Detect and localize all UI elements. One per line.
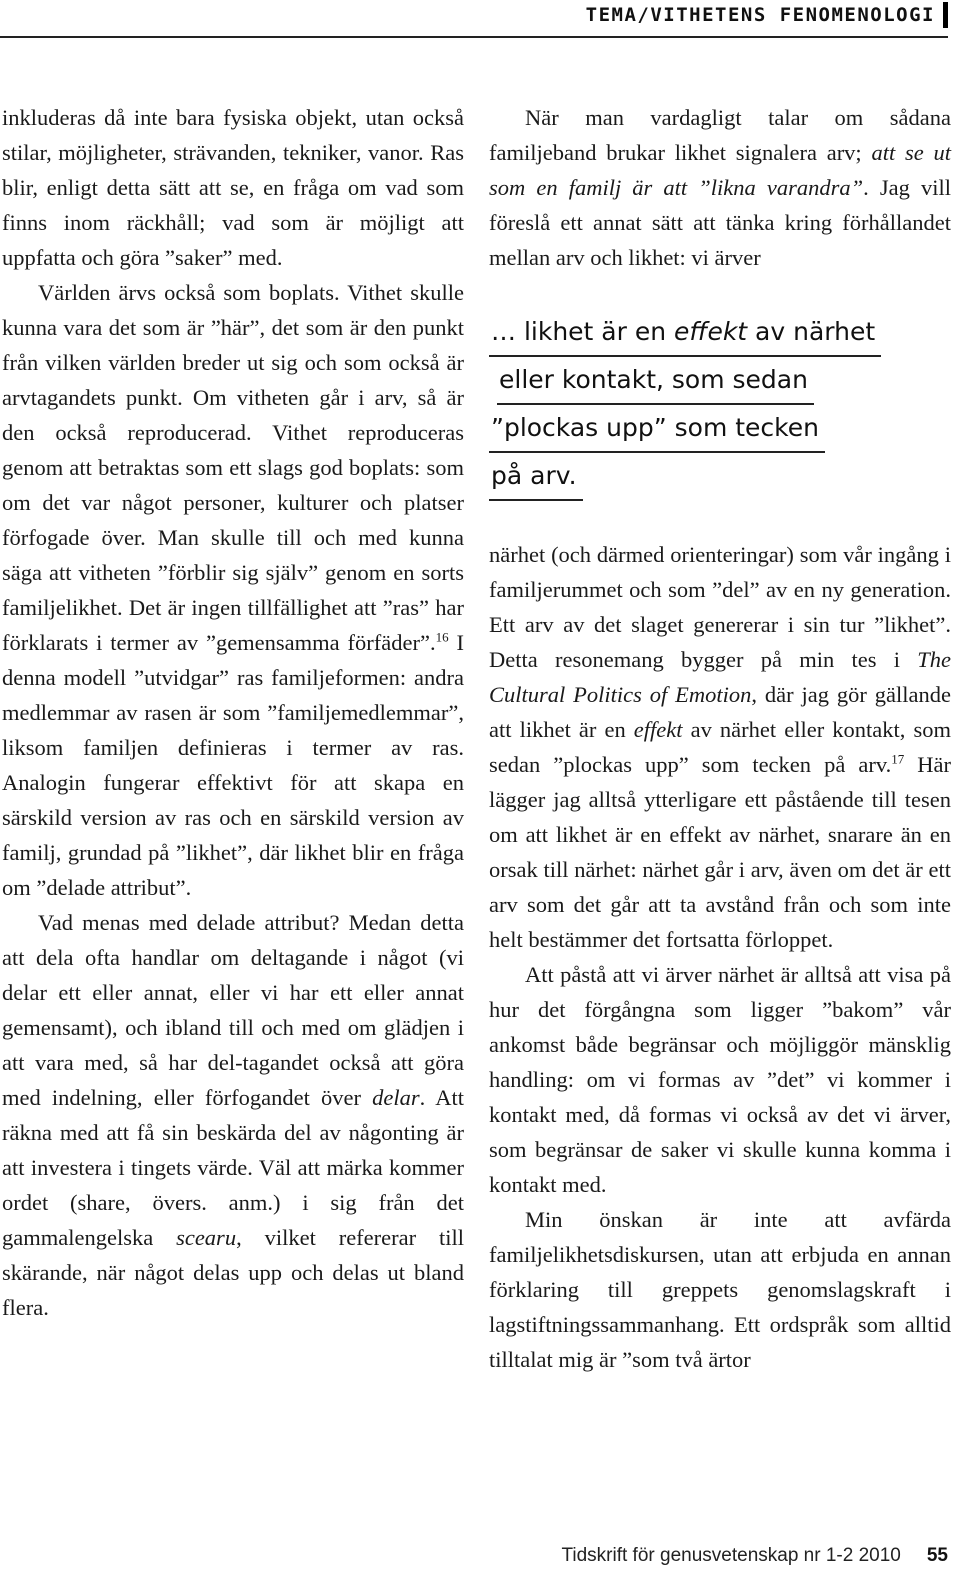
pull-quote-line: ”plockas upp” som tecken [489, 405, 825, 453]
footnote-ref[interactable]: 16 [435, 629, 449, 645]
pull-quote-line: … likhet är en effekt av närhet [489, 309, 881, 357]
paragraph: närhet (och därmed orienteringar) som vår ingång i familjerummet och som ”del” av en ny generation. Ett arv av det slaget genererar i sin tur ”likhet”. Detta resonemang bygger på min tes i The Cultural Politics of Emotion, där jag gör gällande att likhet är en effekt av närhet eller kontakt, som sedan ”plockas upp” som tecken på arv.$^{17}$ Här lägger jag alltså ytterligare ett påstående till tesen om att likhet är en effekt av närhet, snarare än en orsak till närhet: närhet går i arv, även om det är ett arv som det går att ta avstånd från och som inte helt bestämmer det fortsatta förloppet. [489, 542, 952, 952]
paragraph: Vad menas med delade attribut? Medan detta att dela ofta handlar om deltagande i något (vi delar ett eller annat, eller vi har ett eller annat gemensamt), och ibland till och med om glädjen i att vara med, så har del-tagandet också att göra med indelning, eller förfogandet över delar. Att räkna med att få sin beskärda del av någonting är att investera i tingets värde. Väl att märka kommer ordet (share, övers. anm.) i sig från det gammalengelska scearu, vilket refererar till skärande, när något delas upp och delas ut bland flera. [2, 910, 464, 1320]
paragraph: inkluderas då inte bara fysiska objekt, utan också stilar, möjligheter, strävanden, tekniker, vanor. Ras blir, enligt detta sätt att se, en fråga om vad som finns inom räckhåll; vad som är möjligt att uppfatta och göra ”saker” med. [2, 105, 464, 270]
header-bar-decoration [943, 2, 948, 28]
header-divider [0, 36, 948, 38]
running-header [586, 0, 948, 30]
pull-quote [489, 309, 951, 501]
paragraph: När man vardagligt talar om sådana familjeband brukar likhet signalera arv; att se ut som en familj är att ”likna varandra”. Jag vill föreslå ett annat sätt att tänka kring förhållandet mellan arv och likhet: vi ärver [489, 105, 951, 270]
paragraph: Min önskan är inte att avfärda familjelikhetsdiskursen, utan att erbjuda en annan förklaring till greppets genomslagskraft i lagstiftningssammanhang. Ett ordspråk som alltid tilltalat mig är ”som två ärtor [489, 1207, 951, 1372]
paragraph: Världen ärvs också som boplats. Vithet skulle kunna vara det som är ”här”, det som är den punkt från vilken världen breder ut sig och som också är arvtagandets punkt. Om vitheten går i arv, så är den också reproducerad. Vithet reproduceras genom att betraktas som ett slags god boplats: som om det var något personer, kulturer och platser förfogade över. Man skulle till och med kunna säga att vitheten ”förblir sig själv” genom en sorts familjelikhet. Det är ingen tillfällighet att ”ras” har förklarats i termer av ”gemensamma förfäder”.$^{16}$ I denna modell ”utvidgar” ras familjeformen: andra medlemmar av rasen är som ”familjemedlemmar”, liksom familjen definieras i termer av ras. Analogin fungerar effektivt för att skapa en särskild version av ras och en särskild version av familj, grundad på ”likhet”, där likhet blir en fråga om ”delade attribut”. [2, 280, 464, 900]
page-number: 55 [926, 1545, 948, 1566]
left-column [2, 100, 464, 1325]
paragraph: Att påstå att vi ärver närhet är alltså att visa på hur det förgångna som ligger ”bakom” vår ankomst både begränsar och möjliggör mänsklig handling: om vi formas av ”det” vi kommer i kontakt med, då formas vi också av det vi ärver, som begränsar de saker vi skulle kunna komma i kontakt med. [489, 962, 951, 1197]
right-column [489, 100, 951, 1377]
footnote-ref[interactable]: 17 [891, 751, 905, 767]
journal-title: Tidskrift för genusvetenskap nr 1-2 2010 [561, 1545, 901, 1566]
pull-quote-line: eller kontakt, som sedan [497, 357, 814, 405]
pull-quote-line: på arv. [489, 453, 583, 501]
page-footer [561, 1545, 948, 1567]
section-title: TEMA/VITHETENS FENOMENOLOGI [585, 4, 935, 26]
